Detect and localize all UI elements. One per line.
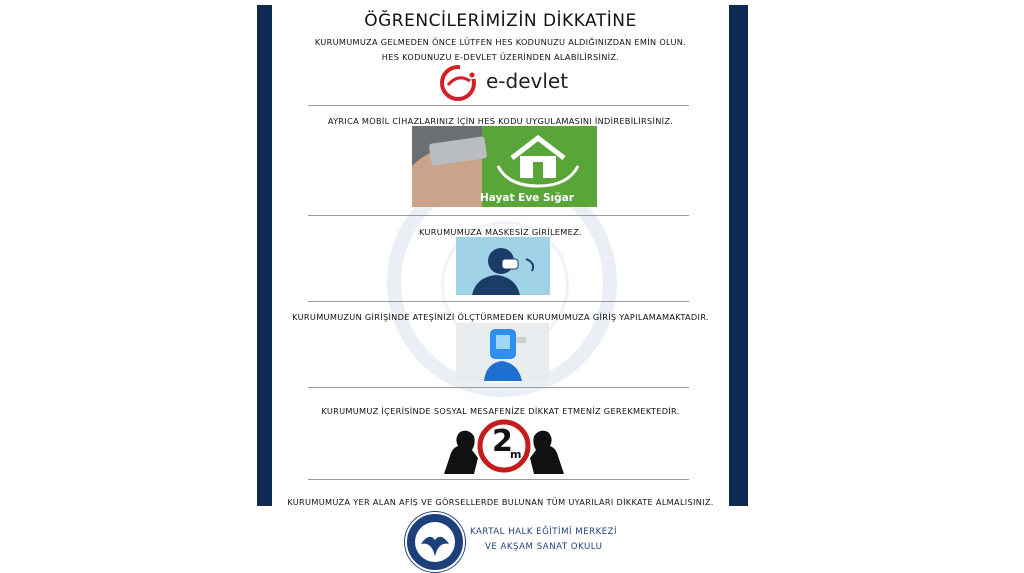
mask-image: [456, 237, 550, 295]
distance-sign-unit: m: [510, 448, 522, 461]
separator: [308, 105, 689, 106]
final-text: KURUMUMUZA YER ALAN AFİŞ VE GÖRSELLERDE BULUNAN TÜM UYARILARI DİKKATE ALMALISINIZ.: [287, 497, 714, 506]
fever-text: KURUMUMUZUN GİRİŞİNDE ATEŞİNİZİ ÖLÇTÜRMEDEN KURUMUMUZA GİRİŞ YAPILAMAMAKTADIR.: [292, 312, 709, 322]
mobile-app-text: AYRICA MOBİL CİHAZLARINIZ İÇİN HES KODU UYGULAMASINI İNDİREBİLİRSİNİZ.: [327, 116, 674, 126]
school-seal-logo[interactable]: [405, 512, 465, 572]
edevlet-logo[interactable]: [434, 63, 574, 103]
org-name-line-2: VE AKŞAM SANAT OKULU: [485, 542, 603, 552]
notice-title: ÖĞRENCİLERİMİZİN DİKKATİNE: [364, 11, 637, 31]
separator: [308, 301, 689, 302]
mask-text: KURUMUMUZA MASKESİZ GİRİLEMEZ.: [419, 227, 582, 237]
thermometer-icon: [456, 323, 549, 381]
hayat-eve-sigar-label: Hayat Eve Sığar: [480, 192, 574, 204]
social-distance-image: [444, 418, 564, 474]
distance-text: KURUMUMUZ İÇERİSİNDE SOSYAL MESAFENİZE DİKKAT ETMENİZ GEREKMEKTEDİR.: [321, 406, 680, 416]
distance-sign-number: 2: [492, 424, 513, 459]
eagle-emblem-icon: [415, 522, 455, 562]
fever-check-image: [456, 323, 549, 381]
intro-line-1: KURUMUMUZA GELMEDEN ÖNCE LÜTFEN HES KODUNUZU ALDIĞINIZDAN EMİN OLUN.: [314, 37, 687, 47]
hayat-eve-sigar-image: [412, 126, 597, 207]
org-name-line-1: KARTAL HALK EĞİTİMİ MERKEZİ: [470, 527, 618, 537]
separator: [308, 215, 689, 216]
separator: [308, 479, 689, 480]
intro-line-2: HES KODUNUZU E-DEVLET ÜZERİNDEN ALABİLİRSİNİZ.: [381, 52, 620, 62]
masked-person-icon: [456, 237, 550, 295]
notice-panel: [272, 5, 729, 506]
edevlet-logo-text: e-devlet: [486, 69, 569, 93]
separator: [308, 387, 689, 388]
footer: [0, 510, 1024, 573]
edevlet-emblem-icon: [434, 63, 486, 103]
